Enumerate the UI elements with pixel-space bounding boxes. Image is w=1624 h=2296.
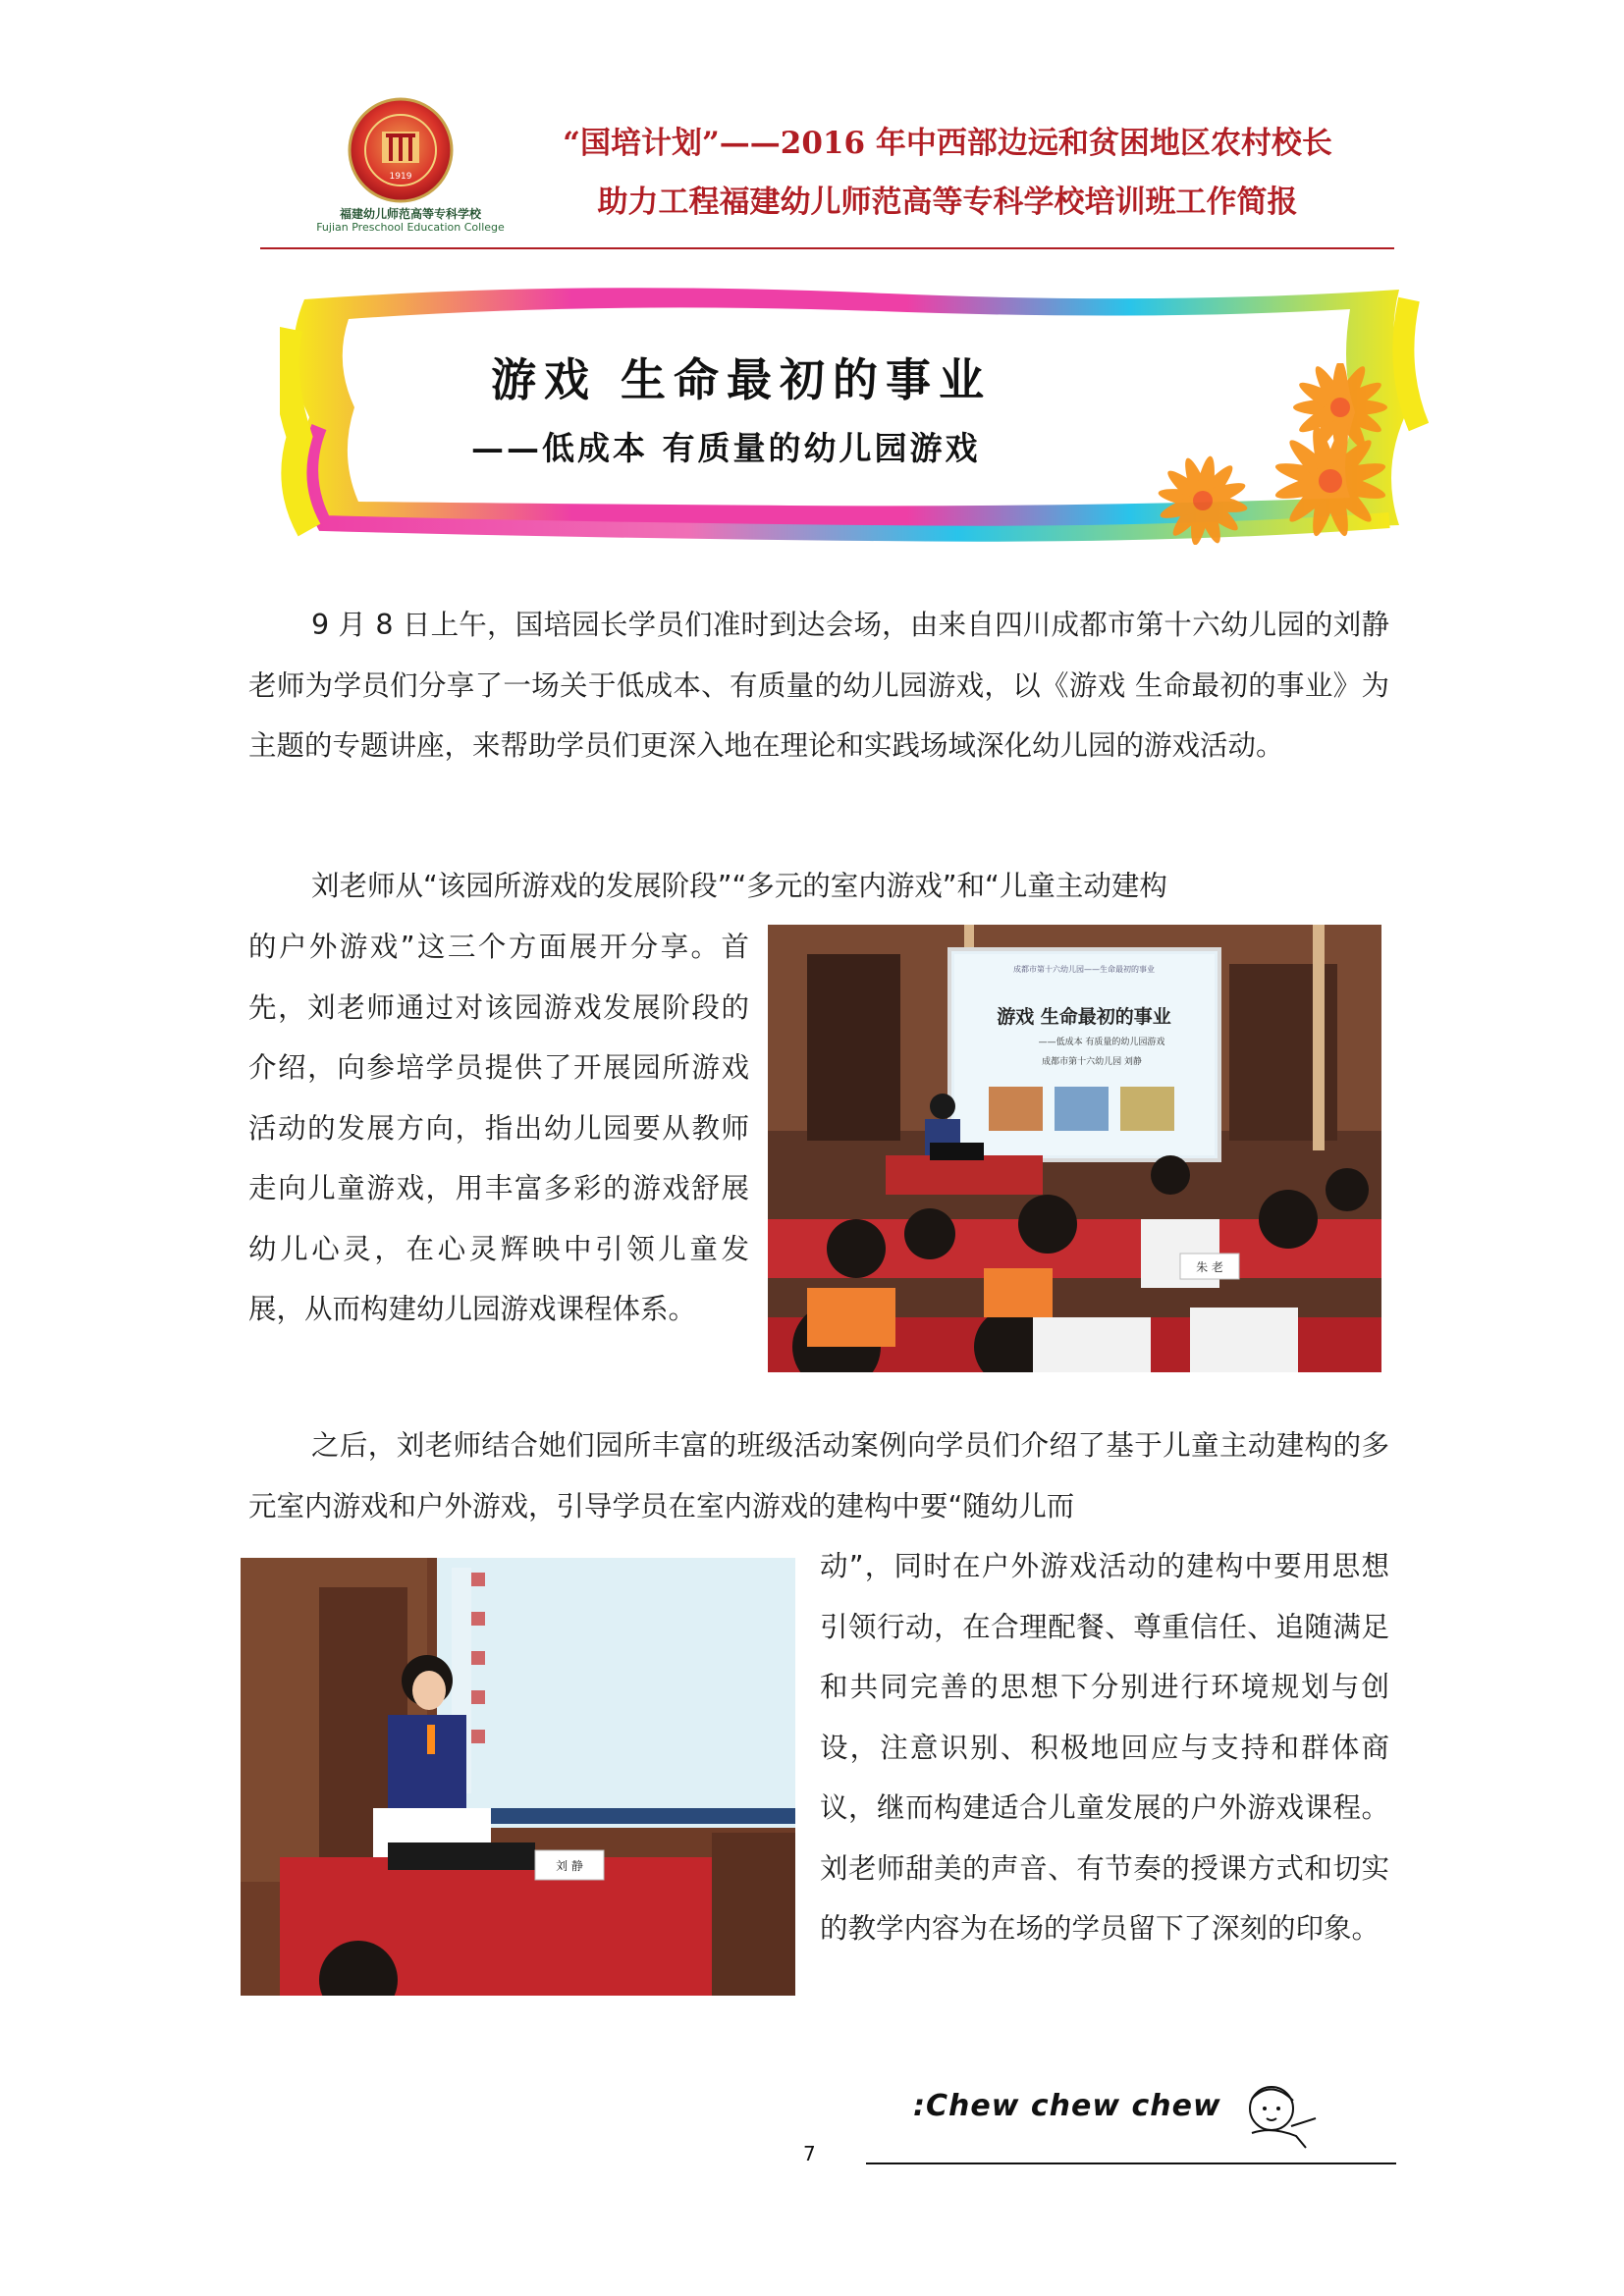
paragraph-2-first-line: 刘老师从“该园所游戏的发展阶段”“多元的室内游戏”和“儿童主动建构 (311, 870, 1167, 902)
screen-author: 成都市第十六幼儿园 刘静 (1042, 1057, 1142, 1067)
paragraph-1: 9 月 8 日上午，国培园长学员们准时到达会场，由来自四川成都市第十六幼儿园的刘静老师为学员们分享了一场关于低成本、有质量的幼儿园游戏，以《游戏 生命最初的事业》为主题的专题讲座，来帮助学员们更深入地在理论和实践场域深化幼儿园的游戏活动。 (248, 609, 1389, 762)
logo-year: 1919 (389, 172, 412, 182)
screen-subtitle: ——低成本 有质量的幼儿园游戏 (1038, 1038, 1165, 1047)
screen-title: 游戏 生命最初的事业 (997, 1006, 1171, 1028)
logo-caption-cn: 福建幼儿师范高等专科学校 (339, 207, 481, 221)
header-title (491, 114, 1404, 232)
screen-header: 成都市第十六幼儿园——生命最初的事业 (1013, 965, 1155, 974)
speaker-photo (241, 1558, 795, 1996)
lecture-hall-photo-image (768, 925, 1381, 1372)
banner-subtitle: ——低成本 有质量的幼儿园游戏 (471, 429, 981, 467)
lecture-hall-photo (768, 925, 1381, 1372)
paragraph-2-body: 的户外游戏”这三个方面展开分享。首先，刘老师通过对该园游戏发展阶段的介绍，向参培学员提供了开展园所游戏活动的发展方向，指出幼儿园要从教师走向儿童游戏，用丰富多彩的游戏舒展幼儿心灵，在心灵辉映中引领儿童发展，从而构建幼儿园游戏课程体系。 (248, 931, 749, 1325)
cartoon-girl-icon (1232, 2079, 1321, 2153)
footer-divider (866, 2163, 1396, 2164)
logo-caption (307, 208, 514, 234)
name-card-2: 刘 静 (556, 1859, 583, 1873)
paragraph-3-body: 动”，同时在户外游戏活动的建构中要用思想引领行动，在合理配餐、尊重信任、追随满足和共同完善的思想下分别进行环境规划与创设，注意识别、积极地回应与支持和群体商议，继而构建适合儿童发展的户外游戏课程。刘老师甜美的声音、有节奏的授课方式和切实的教学内容为在场的学员留下了深刻的印象。 (820, 1550, 1389, 1945)
page-number: 7 (803, 2142, 816, 2165)
title-banner (280, 280, 1429, 543)
paragraph-3-first-lines: 之后，刘老师结合她们园所丰富的班级活动案例向学员们介绍了基于儿童主动建构的多元室内游戏和户外游戏，引导学员在室内游戏的建构中要“随幼儿而 (248, 1429, 1389, 1522)
chew-chew-text: :Chew chew chew (913, 2089, 1221, 2123)
speaker-photo-image (241, 1558, 795, 1996)
header-divider (260, 247, 1394, 249)
header-title-line1: “国培计划”——2016 年中西部边远和贫困地区农村校长 (563, 126, 1332, 161)
banner-title: 游戏 生命最初的事业 (491, 353, 993, 406)
college-seal-icon (347, 96, 455, 204)
logo-caption-en: Fujian Preschool Education College (316, 221, 505, 234)
page-header (260, 86, 1394, 251)
orange-flowers-icon (1134, 363, 1429, 545)
college-logo (260, 86, 506, 243)
header-title-line2: 助力工程福建幼儿师范高等专科学校培训班工作简报 (597, 185, 1298, 220)
name-card-1: 朱 老 (1196, 1260, 1223, 1274)
